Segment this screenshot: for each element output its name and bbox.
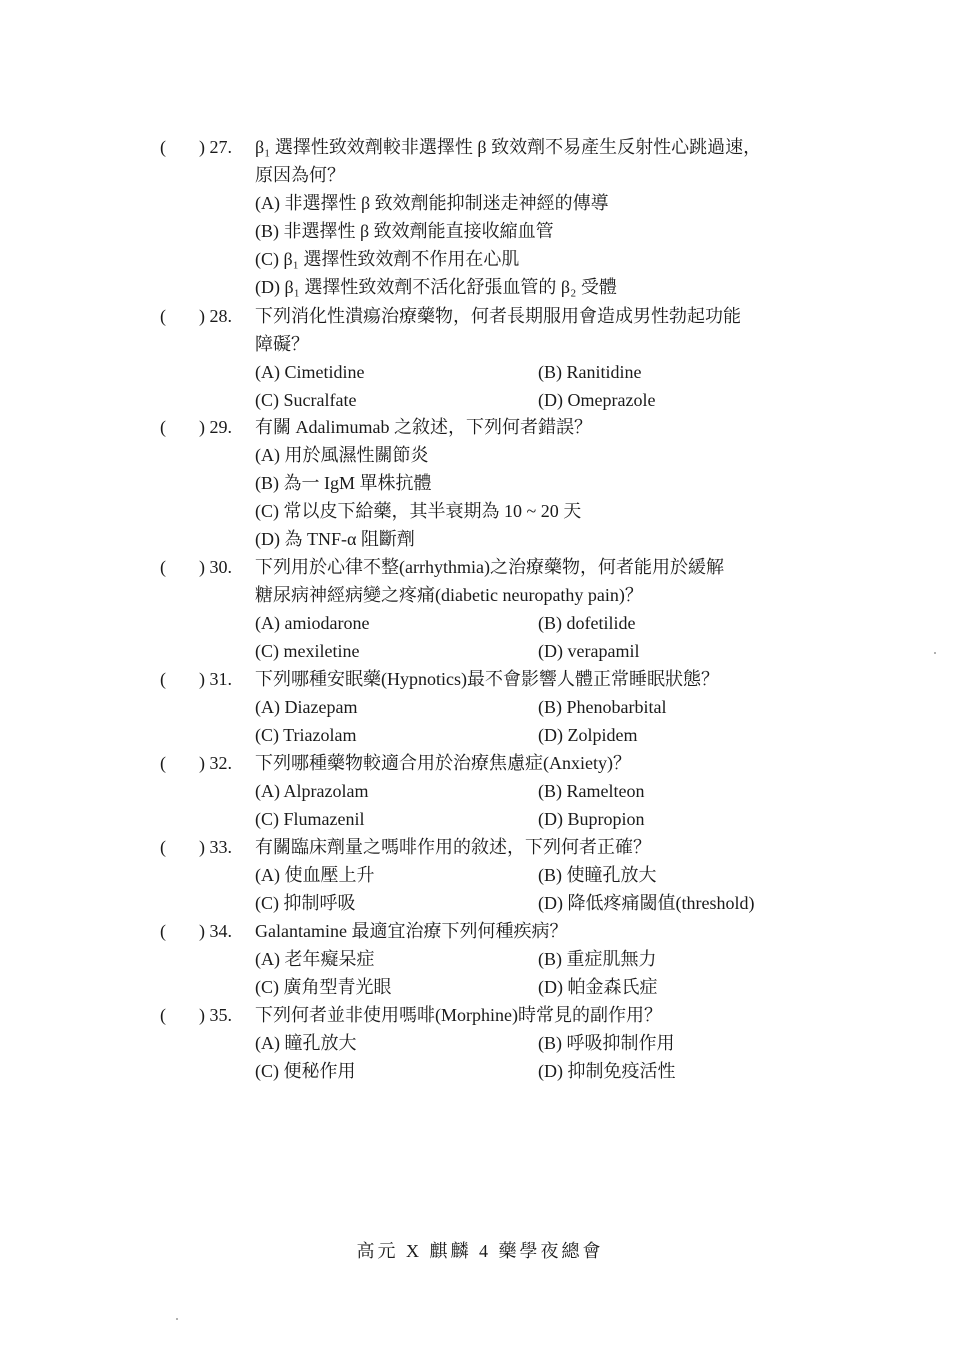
option-a: (A) 用於風濕性關節炎 bbox=[255, 445, 429, 465]
option-d: (D) verapamil bbox=[538, 641, 640, 661]
option-a: (A) 非選擇性 β 致效劑能抑制迷走神經的傳導 bbox=[255, 193, 609, 213]
option-b: (B) Phenobarbital bbox=[538, 697, 667, 717]
option-d: (D) 帕金森氏症 bbox=[538, 977, 658, 997]
question-number: ) 32. bbox=[199, 753, 232, 773]
answer-paren: ( bbox=[160, 1005, 166, 1025]
question-number: ) 31. bbox=[199, 669, 232, 689]
answer-paren: ( bbox=[160, 753, 166, 773]
question-number: ) 34. bbox=[199, 921, 232, 941]
option-b: (B) 使瞳孔放大 bbox=[538, 865, 657, 885]
question-number: ) 35. bbox=[199, 1005, 232, 1025]
question-number: ) 27. bbox=[199, 137, 232, 157]
scan-speck bbox=[934, 652, 936, 654]
option-b: (B) 呼吸抑制作用 bbox=[538, 1033, 675, 1053]
option-a: (A) amiodarone bbox=[255, 613, 370, 633]
option-a: (A) 瞳孔放大 bbox=[255, 1033, 357, 1053]
question-stem-cont: 障礙？ bbox=[255, 334, 309, 354]
question-number: ) 30. bbox=[199, 557, 232, 577]
option-b: (B) 重症肌無力 bbox=[538, 949, 657, 969]
option-a: (A) Diazepam bbox=[255, 697, 358, 717]
answer-paren: ( bbox=[160, 417, 166, 437]
question-stem: Galantamine 最適宜治療下列何種疾病？ bbox=[255, 921, 568, 941]
page-footer: 高元 X 麒麟 4 藥學夜總會 bbox=[356, 1241, 604, 1261]
question-stem: 有關臨床劑量之嗎啡作用的敘述，下列何者正確？ bbox=[255, 837, 651, 857]
option-c: (C) Flumazenil bbox=[255, 809, 365, 829]
question-stem: 下列消化性潰瘍治療藥物，何者長期服用會造成男性勃起功能 bbox=[255, 306, 741, 326]
answer-paren: ( bbox=[160, 137, 166, 157]
answer-paren: ( bbox=[160, 669, 166, 689]
option-c: (C) 廣角型青光眼 bbox=[255, 977, 392, 997]
question-stem: 下列哪種藥物較適合用於治療焦慮症(Anxiety)？ bbox=[255, 753, 631, 773]
option-d: (D) Bupropion bbox=[538, 809, 645, 829]
option-a: (A) Cimetidine bbox=[255, 362, 365, 382]
question-stem: 有關 Adalimumab 之敘述，下列何者錯誤？ bbox=[255, 417, 592, 437]
option-a: (A) 老年癡呆症 bbox=[255, 949, 375, 969]
option-b: (B) Ramelteon bbox=[538, 781, 645, 801]
option-c: (C) β₁ 選擇性致效劑不作用在心肌 bbox=[255, 249, 520, 269]
option-a: (A) 使血壓上升 bbox=[255, 865, 375, 885]
option-c: (C) Triazolam bbox=[255, 725, 357, 745]
question-stem: 下列哪種安眠藥(Hypnotics)最不會影響人體正常睡眠狀態？ bbox=[255, 669, 719, 689]
option-d: (D) β₁ 選擇性致效劑不活化舒張血管的 β₂ 受體 bbox=[255, 277, 617, 297]
option-d: (D) 抑制免疫活性 bbox=[538, 1061, 676, 1081]
question-stem-cont: 糖尿病神經病變之疼痛(diabetic neuropathy pain)？ bbox=[255, 585, 643, 605]
option-c: (C) 便秘作用 bbox=[255, 1061, 356, 1081]
answer-paren: ( bbox=[160, 557, 166, 577]
option-b: (B) Ranitidine bbox=[538, 362, 642, 382]
option-c: (C) mexiletine bbox=[255, 641, 360, 661]
option-a: (A) Alprazolam bbox=[255, 781, 369, 801]
question-stem: 下列用於心律不整(arrhythmia)之治療藥物，何者能用於緩解 bbox=[255, 557, 724, 577]
question-number: ) 29. bbox=[199, 417, 232, 437]
option-d: (D) 為 TNF-α 阻斷劑 bbox=[255, 529, 415, 549]
option-b: (B) 為一 IgM 單株抗體 bbox=[255, 473, 432, 493]
option-d: (D) Zolpidem bbox=[538, 725, 638, 745]
option-c: (C) Sucralfate bbox=[255, 390, 357, 410]
option-b: (B) 非選擇性 β 致效劑能直接收縮血管 bbox=[255, 221, 554, 241]
option-d: (D) 降低疼痛閾值(threshold) bbox=[538, 893, 755, 913]
option-b: (B) dofetilide bbox=[538, 613, 636, 633]
answer-paren: ( bbox=[160, 837, 166, 857]
answer-paren: ( bbox=[160, 921, 166, 941]
question-stem-cont: 原因為何？ bbox=[255, 165, 345, 185]
question-stem: 下列何者並非使用嗎啡(Morphine)時常見的副作用？ bbox=[255, 1005, 662, 1025]
option-d: (D) Omeprazole bbox=[538, 390, 656, 410]
scan-speck bbox=[176, 1318, 178, 1320]
option-c: (C) 常以皮下給藥，其半衰期為 10 ~ 20 天 bbox=[255, 501, 582, 521]
question-number: ) 28. bbox=[199, 306, 232, 326]
option-c: (C) 抑制呼吸 bbox=[255, 893, 356, 913]
answer-paren: ( bbox=[160, 306, 166, 326]
question-stem: β₁ 選擇性致效劑較非選擇性 β 致效劑不易產生反射性心跳過速， bbox=[255, 137, 762, 157]
question-number: ) 33. bbox=[199, 837, 232, 857]
